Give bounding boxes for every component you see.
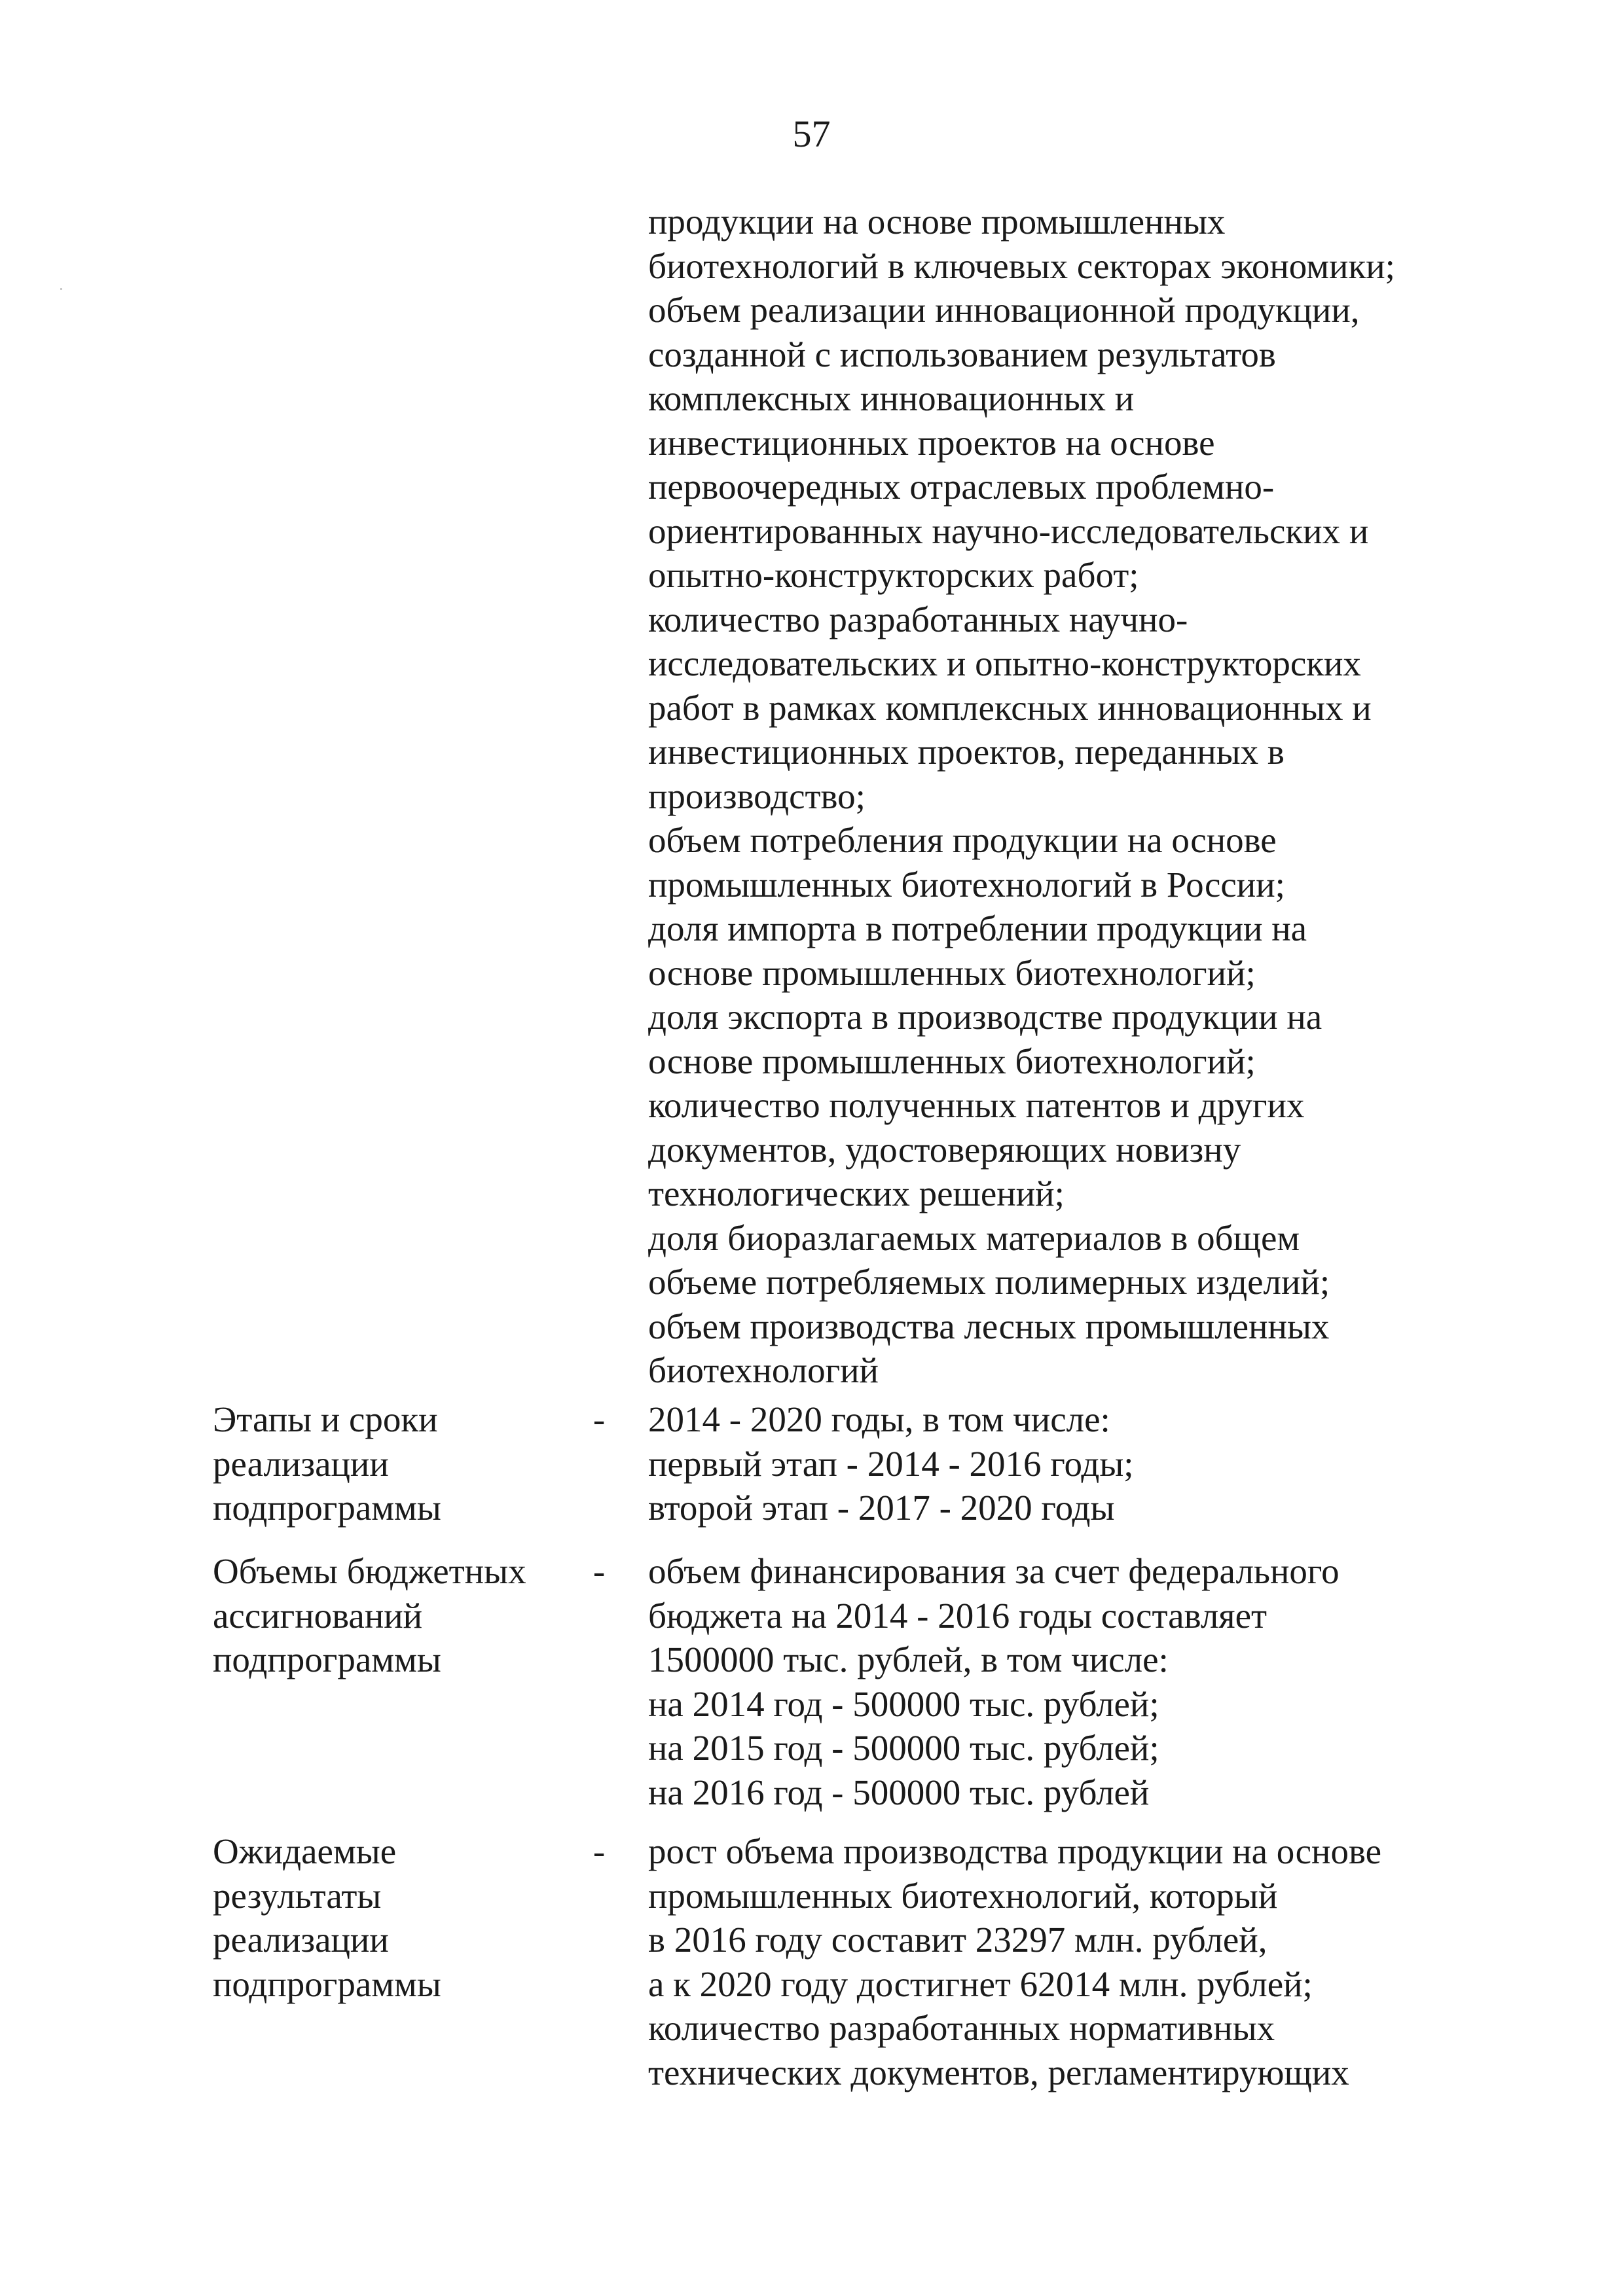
text-line: биотехнологий в ключевых секторах экономики; (648, 245, 1395, 286)
text-line: работ в рамках комплексных инновационных и (648, 687, 1372, 728)
text-line: инвестиционных проектов на основе (648, 422, 1215, 463)
label-line: результаты (213, 1875, 382, 1916)
stages-label (213, 1397, 593, 1530)
value-line: количество разработанных нормативных (648, 2008, 1275, 2048)
text-line: объем производства лесных промышленных (648, 1306, 1330, 1346)
text-line: объем реализации инновационной продукции, (648, 290, 1360, 330)
label-line: реализации (213, 1920, 389, 1960)
value-line: на 2015 год - 500000 тыс. рублей; (648, 1728, 1159, 1768)
value-line: 1500000 тыс. рублей, в том числе: (648, 1640, 1169, 1679)
value-line: на 2016 год - 500000 тыс. рублей (648, 1772, 1150, 1812)
label-line: Объемы бюджетных (213, 1551, 526, 1591)
label-line: Этапы и сроки (213, 1399, 438, 1439)
text-line: опытно-конструкторских работ; (648, 555, 1139, 595)
value-line: первый этап - 2014 - 2016 годы; (648, 1443, 1134, 1484)
budget-label (213, 1549, 593, 1682)
value-line: в 2016 году составит 23297 млн. рублей, (648, 1920, 1267, 1960)
row-dash: - (593, 1831, 606, 1871)
value-line: промышленных биотехнологий, который (648, 1875, 1278, 1916)
label-line: ассигнований (213, 1595, 423, 1636)
value-line: на 2014 год - 500000 тыс. рублей; (648, 1683, 1159, 1724)
value-line: бюджета на 2014 - 2016 годы составляет (648, 1595, 1267, 1636)
text-line: документов, удостоверяющих новизну (648, 1129, 1241, 1170)
text-line: ориентированных научно-исследовательских и (648, 511, 1369, 551)
text-line: производство; (648, 776, 866, 816)
text-line: биотехнологий (648, 1350, 879, 1390)
value-line: объем финансирования за счет федерального (648, 1551, 1340, 1591)
text-line: продукции на основе промышленных (648, 202, 1226, 242)
value-line: технических документов, регламентирующих (648, 2052, 1349, 2092)
row-dash: - (593, 1399, 606, 1439)
text-line: промышленных биотехнологий в России; (648, 864, 1285, 905)
text-line: основе промышленных биотехнологий; (648, 952, 1256, 993)
label-line: реализации (213, 1443, 389, 1484)
text-line: количество разработанных научно- (648, 599, 1188, 639)
text-line: первоочередных отраслевых проблемно- (648, 467, 1275, 507)
row-dash: - (593, 1551, 606, 1591)
scan-speck (60, 288, 62, 290)
value-line: а к 2020 году достигнет 62014 млн. рублей; (648, 1964, 1313, 2004)
budget-value (648, 1549, 1578, 1814)
label-line: подпрограммы (213, 1640, 441, 1679)
value-line: 2014 - 2020 годы, в том числе: (648, 1399, 1110, 1439)
label-line: подпрограммы (213, 1964, 441, 2004)
text-line: доля экспорта в производстве продукции на (648, 997, 1322, 1037)
text-line: исследовательских и опытно-конструкторских (648, 643, 1361, 683)
text-line: технологических решений; (648, 1174, 1065, 1213)
label-line: Ожидаемые (213, 1831, 397, 1871)
label-line: подпрограммы (213, 1488, 441, 1528)
continuation-text (648, 200, 1578, 1393)
text-line: доля биоразлагаемых материалов в общем (648, 1217, 1300, 1258)
value-line: второй этап - 2017 - 2020 годы (648, 1488, 1115, 1528)
text-line: комплексных инновационных и (648, 378, 1135, 418)
text-line: количество полученных патентов и других (648, 1085, 1305, 1125)
text-line: основе промышленных биотехнологий; (648, 1041, 1256, 1081)
text-line: инвестиционных проектов, переданных в (648, 732, 1285, 772)
results-value (648, 1829, 1578, 2094)
stages-value (648, 1397, 1578, 1530)
value-line: рост объема производства продукции на основе (648, 1831, 1382, 1871)
text-line: объеме потребляемых полимерных изделий; (648, 1262, 1330, 1302)
results-label (213, 1829, 593, 2006)
page-number: 57 (792, 113, 831, 155)
text-line: объем потребления продукции на основе (648, 820, 1277, 860)
text-line: созданной с использованием результатов (648, 334, 1276, 374)
text-line: доля импорта в потреблении продукции на (648, 908, 1307, 948)
